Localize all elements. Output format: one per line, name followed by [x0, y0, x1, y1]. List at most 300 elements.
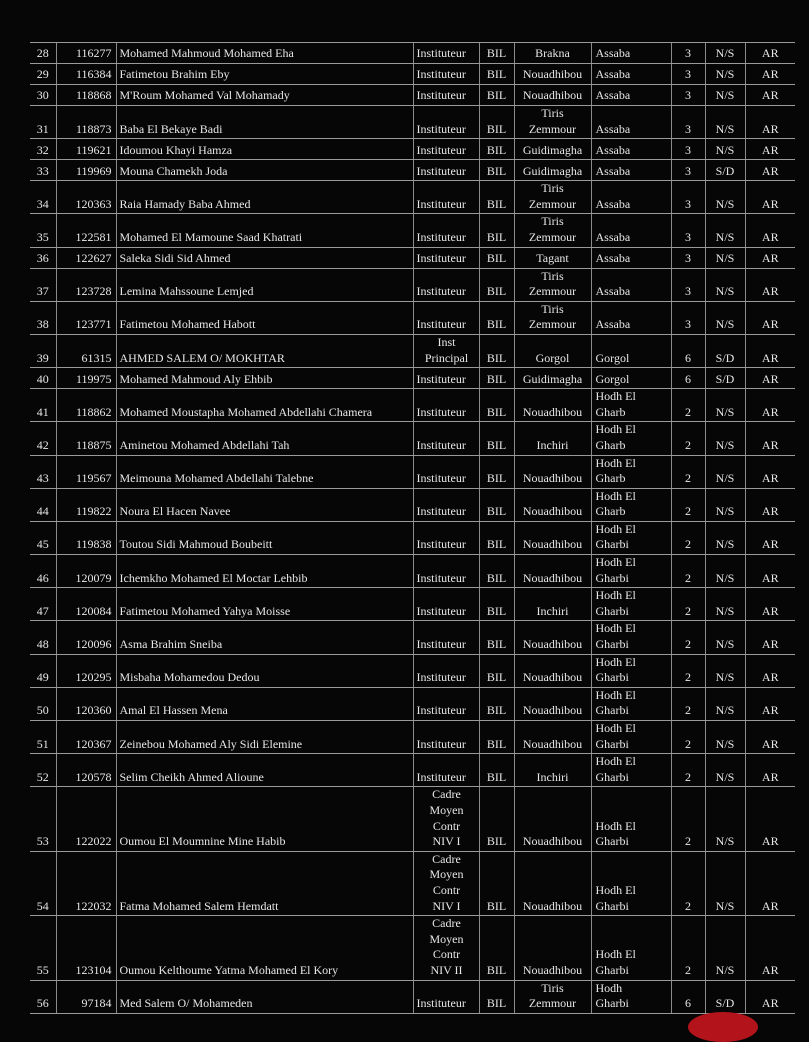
employee-name: Mohamed Mahmoud Aly Ehbib: [116, 368, 413, 389]
language: AR: [745, 139, 795, 160]
status: N/S: [705, 521, 745, 554]
language: AR: [745, 588, 795, 621]
status: N/S: [705, 687, 745, 720]
employee-function: Instituteur: [413, 555, 479, 588]
employee-id: 120360: [56, 687, 116, 720]
destination-region: Hodh El Gharbi: [591, 916, 671, 980]
employee-name: Oumou El Moumnine Mine Habib: [116, 787, 413, 851]
diploma: BIL: [479, 43, 514, 64]
language: AR: [745, 687, 795, 720]
employee-id: 119838: [56, 521, 116, 554]
diploma: BIL: [479, 980, 514, 1013]
diploma: BIL: [479, 85, 514, 106]
table-row: [30, 85, 795, 106]
employee-id: 122022: [56, 787, 116, 851]
row-number: 55: [30, 916, 56, 980]
destination-region: Assaba: [591, 85, 671, 106]
row-number: 53: [30, 787, 56, 851]
row-number: 51: [30, 721, 56, 754]
employee-function: Instituteur: [413, 721, 479, 754]
table-row: [30, 980, 795, 1013]
status: N/S: [705, 754, 745, 787]
employee-function: Instituteur: [413, 106, 479, 139]
employee-name: Idoumou Khayi Hamza: [116, 139, 413, 160]
destination-region: Hodh El Gharbi: [591, 787, 671, 851]
table-row: [30, 588, 795, 621]
employee-name: M'Roum Mohamed Val Mohamady: [116, 85, 413, 106]
language: AR: [745, 851, 795, 915]
destination-region: Hodh El Gharbi: [591, 721, 671, 754]
destination-region: Gorgol: [591, 368, 671, 389]
diploma: BIL: [479, 160, 514, 181]
diploma: BIL: [479, 687, 514, 720]
diploma: BIL: [479, 916, 514, 980]
destination-region: Hodh El Gharbi: [591, 654, 671, 687]
employee-name: Toutou Sidi Mahmoud Boubeitt: [116, 521, 413, 554]
row-number: 30: [30, 85, 56, 106]
employee-function: Instituteur: [413, 654, 479, 687]
employee-name: Selim Cheikh Ahmed Alioune: [116, 754, 413, 787]
origin-region: Nouadhibou: [514, 621, 591, 654]
status: N/S: [705, 106, 745, 139]
diploma: BIL: [479, 334, 514, 367]
origin-region: Nouadhibou: [514, 916, 591, 980]
destination-region: Hodh El Gharbi: [591, 555, 671, 588]
origin-region: Nouadhibou: [514, 85, 591, 106]
employee-id: 119621: [56, 139, 116, 160]
row-number: 40: [30, 368, 56, 389]
employee-id: 120363: [56, 181, 116, 214]
row-number: 50: [30, 687, 56, 720]
employee-id: 97184: [56, 980, 116, 1013]
employee-function: Instituteur: [413, 247, 479, 268]
language: AR: [745, 247, 795, 268]
employee-function: Instituteur: [413, 301, 479, 334]
status: N/S: [705, 721, 745, 754]
status: S/D: [705, 980, 745, 1013]
row-number: 28: [30, 43, 56, 64]
language: AR: [745, 787, 795, 851]
zone: 3: [671, 268, 705, 301]
diploma: BIL: [479, 422, 514, 455]
zone: 2: [671, 588, 705, 621]
origin-region: Tiris Zemmour: [514, 181, 591, 214]
row-number: 29: [30, 64, 56, 85]
diploma: BIL: [479, 721, 514, 754]
destination-region: Hodh El Gharbi: [591, 621, 671, 654]
table-row: [30, 687, 795, 720]
origin-region: Nouadhibou: [514, 488, 591, 521]
employee-id: 118875: [56, 422, 116, 455]
status: N/S: [705, 588, 745, 621]
row-number: 33: [30, 160, 56, 181]
origin-region: Tiris Zemmour: [514, 214, 591, 247]
diploma: BIL: [479, 455, 514, 488]
employee-id: 122032: [56, 851, 116, 915]
row-number: 36: [30, 247, 56, 268]
employee-id: 120578: [56, 754, 116, 787]
row-number: 56: [30, 980, 56, 1013]
row-number: 35: [30, 214, 56, 247]
table-row: [30, 268, 795, 301]
zone: 3: [671, 85, 705, 106]
origin-region: Tiris Zemmour: [514, 980, 591, 1013]
employee-name: Fatma Mohamed Salem Hemdatt: [116, 851, 413, 915]
employee-function: Instituteur: [413, 621, 479, 654]
origin-region: Guidimagha: [514, 139, 591, 160]
employee-function: Cadre Moyen Contr NIV I: [413, 851, 479, 915]
diploma: BIL: [479, 214, 514, 247]
origin-region: Gorgol: [514, 334, 591, 367]
table-row: [30, 368, 795, 389]
origin-region: Nouadhibou: [514, 851, 591, 915]
destination-region: Assaba: [591, 268, 671, 301]
employee-name: Asma Brahim Sneiba: [116, 621, 413, 654]
table-row: [30, 64, 795, 85]
zone: 2: [671, 521, 705, 554]
employee-name: Raia Hamady Baba Ahmed: [116, 181, 413, 214]
zone: 3: [671, 160, 705, 181]
zone: 2: [671, 721, 705, 754]
table-row: [30, 787, 795, 851]
language: AR: [745, 455, 795, 488]
row-number: 52: [30, 754, 56, 787]
language: AR: [745, 754, 795, 787]
table-body: [30, 43, 795, 1014]
table-row: [30, 721, 795, 754]
destination-region: Hodh El Gharbi: [591, 687, 671, 720]
employee-id: 119975: [56, 368, 116, 389]
zone: 3: [671, 301, 705, 334]
employee-id: 116384: [56, 64, 116, 85]
diploma: BIL: [479, 488, 514, 521]
employee-id: 116277: [56, 43, 116, 64]
employee-name: Amal El Hassen Mena: [116, 687, 413, 720]
row-number: 34: [30, 181, 56, 214]
diploma: BIL: [479, 654, 514, 687]
row-number: 42: [30, 422, 56, 455]
table-row: [30, 488, 795, 521]
employee-function: Instituteur: [413, 422, 479, 455]
diploma: BIL: [479, 139, 514, 160]
destination-region: Hodh El Gharb: [591, 422, 671, 455]
destination-region: Hodh El Gharbi: [591, 588, 671, 621]
language: AR: [745, 301, 795, 334]
row-number: 54: [30, 851, 56, 915]
zone: 2: [671, 754, 705, 787]
language: AR: [745, 488, 795, 521]
employee-name: Mohamed El Mamoune Saad Khatrati: [116, 214, 413, 247]
status: N/S: [705, 787, 745, 851]
employee-id: 119822: [56, 488, 116, 521]
status: S/D: [705, 160, 745, 181]
diploma: BIL: [479, 106, 514, 139]
diploma: BIL: [479, 389, 514, 422]
diploma: BIL: [479, 521, 514, 554]
row-number: 47: [30, 588, 56, 621]
diploma: BIL: [479, 301, 514, 334]
row-number: 41: [30, 389, 56, 422]
employee-function: Instituteur: [413, 181, 479, 214]
diploma: BIL: [479, 588, 514, 621]
status: N/S: [705, 139, 745, 160]
language: AR: [745, 64, 795, 85]
zone: 2: [671, 916, 705, 980]
employee-id: 120367: [56, 721, 116, 754]
language: AR: [745, 268, 795, 301]
employee-id: 122581: [56, 214, 116, 247]
destination-region: Hodh El Gharb: [591, 455, 671, 488]
employee-function: Instituteur: [413, 43, 479, 64]
language: AR: [745, 422, 795, 455]
origin-region: Nouadhibou: [514, 389, 591, 422]
row-number: 48: [30, 621, 56, 654]
table-row: [30, 521, 795, 554]
language: AR: [745, 916, 795, 980]
table-row: [30, 621, 795, 654]
employee-function: Instituteur: [413, 368, 479, 389]
zone: 3: [671, 106, 705, 139]
employee-function: Instituteur: [413, 488, 479, 521]
employee-function: Instituteur: [413, 268, 479, 301]
employee-name: AHMED SALEM O/ MOKHTAR: [116, 334, 413, 367]
diploma: BIL: [479, 181, 514, 214]
zone: 2: [671, 851, 705, 915]
status: N/S: [705, 247, 745, 268]
employee-name: Zeinebou Mohamed Aly Sidi Elemine: [116, 721, 413, 754]
employee-function: Instituteur: [413, 754, 479, 787]
language: AR: [745, 368, 795, 389]
diploma: BIL: [479, 555, 514, 588]
destination-region: Assaba: [591, 106, 671, 139]
employee-name: Aminetou Mohamed Abdellahi Tah: [116, 422, 413, 455]
employee-name: Fatimetou Mohamed Yahya Moisse: [116, 588, 413, 621]
origin-region: Tiris Zemmour: [514, 268, 591, 301]
diploma: BIL: [479, 247, 514, 268]
table-row: [30, 106, 795, 139]
destination-region: Hodh El Gharb: [591, 488, 671, 521]
destination-region: Assaba: [591, 64, 671, 85]
row-number: 45: [30, 521, 56, 554]
zone: 2: [671, 389, 705, 422]
employee-function: Instituteur: [413, 139, 479, 160]
table-row: [30, 916, 795, 980]
table-row: [30, 139, 795, 160]
row-number: 38: [30, 301, 56, 334]
employee-id: 123728: [56, 268, 116, 301]
employee-id: 123104: [56, 916, 116, 980]
table-row: [30, 754, 795, 787]
origin-region: Inchiri: [514, 754, 591, 787]
destination-region: Assaba: [591, 160, 671, 181]
employee-name: Fatimetou Mohamed Habott: [116, 301, 413, 334]
employee-name: Misbaha Mohamedou Dedou: [116, 654, 413, 687]
employee-name: Oumou Kelthoume Yatma Mohamed El Kory: [116, 916, 413, 980]
origin-region: Nouadhibou: [514, 64, 591, 85]
diploma: BIL: [479, 787, 514, 851]
employee-function: Instituteur: [413, 980, 479, 1013]
language: AR: [745, 389, 795, 422]
destination-region: Hodh Gharbi: [591, 980, 671, 1013]
employee-id: 118862: [56, 389, 116, 422]
row-number: 44: [30, 488, 56, 521]
origin-region: Nouadhibou: [514, 721, 591, 754]
status: N/S: [705, 455, 745, 488]
employee-name: Lemina Mahssoune Lemjed: [116, 268, 413, 301]
table-row: [30, 160, 795, 181]
destination-region: Hodh El Gharbi: [591, 521, 671, 554]
language: AR: [745, 334, 795, 367]
employee-name: Noura El Hacen Navee: [116, 488, 413, 521]
diploma: BIL: [479, 368, 514, 389]
table-row: [30, 43, 795, 64]
origin-region: Nouadhibou: [514, 455, 591, 488]
status: S/D: [705, 334, 745, 367]
zone: 3: [671, 214, 705, 247]
diploma: BIL: [479, 621, 514, 654]
status: N/S: [705, 916, 745, 980]
employee-id: 123771: [56, 301, 116, 334]
origin-region: Nouadhibou: [514, 687, 591, 720]
language: AR: [745, 521, 795, 554]
destination-region: Hodh El Gharbi: [591, 754, 671, 787]
row-number: 37: [30, 268, 56, 301]
destination-region: Assaba: [591, 247, 671, 268]
status: N/S: [705, 851, 745, 915]
zone: 2: [671, 555, 705, 588]
language: AR: [745, 85, 795, 106]
table-row: [30, 455, 795, 488]
employee-name: Fatimetou Brahim Eby: [116, 64, 413, 85]
employee-id: 120079: [56, 555, 116, 588]
zone: 2: [671, 455, 705, 488]
status: N/S: [705, 214, 745, 247]
status: S/D: [705, 368, 745, 389]
table-row: [30, 389, 795, 422]
language: AR: [745, 621, 795, 654]
destination-region: Assaba: [591, 214, 671, 247]
origin-region: Guidimagha: [514, 160, 591, 181]
employee-function: Instituteur: [413, 160, 479, 181]
destination-region: Assaba: [591, 301, 671, 334]
origin-region: Tagant: [514, 247, 591, 268]
zone: 6: [671, 368, 705, 389]
origin-region: Inchiri: [514, 422, 591, 455]
table-row: [30, 851, 795, 915]
employee-id: 120084: [56, 588, 116, 621]
employee-name: Mohamed Mahmoud Mohamed Eha: [116, 43, 413, 64]
origin-region: Brakna: [514, 43, 591, 64]
employee-id: 122627: [56, 247, 116, 268]
zone: 2: [671, 687, 705, 720]
employee-function: Instituteur: [413, 455, 479, 488]
zone: 2: [671, 621, 705, 654]
language: AR: [745, 555, 795, 588]
table-row: [30, 214, 795, 247]
employee-id: 120295: [56, 654, 116, 687]
language: AR: [745, 654, 795, 687]
assignment-table: [30, 42, 795, 1014]
diploma: BIL: [479, 268, 514, 301]
origin-region: Inchiri: [514, 588, 591, 621]
zone: 3: [671, 247, 705, 268]
employee-name: Meimouna Mohamed Abdellahi Talebne: [116, 455, 413, 488]
origin-region: Nouadhibou: [514, 654, 591, 687]
employee-function: Instituteur: [413, 588, 479, 621]
table-row: [30, 301, 795, 334]
zone: 3: [671, 139, 705, 160]
origin-region: Nouadhibou: [514, 787, 591, 851]
employee-function: Instituteur: [413, 521, 479, 554]
diploma: BIL: [479, 851, 514, 915]
employee-id: 118868: [56, 85, 116, 106]
employee-name: Baba El Bekaye Badi: [116, 106, 413, 139]
destination-region: Gorgol: [591, 334, 671, 367]
status: N/S: [705, 422, 745, 455]
table-row: [30, 181, 795, 214]
employee-function: Cadre Moyen Contr NIV I: [413, 787, 479, 851]
language: AR: [745, 214, 795, 247]
zone: 2: [671, 422, 705, 455]
table-row: [30, 654, 795, 687]
language: AR: [745, 181, 795, 214]
employee-function: Inst Principal: [413, 334, 479, 367]
employee-function: Cadre Moyen Contr NIV II: [413, 916, 479, 980]
status: N/S: [705, 268, 745, 301]
zone: 2: [671, 787, 705, 851]
status: N/S: [705, 654, 745, 687]
zone: 3: [671, 43, 705, 64]
destination-region: Assaba: [591, 139, 671, 160]
zone: 3: [671, 64, 705, 85]
employee-function: Instituteur: [413, 687, 479, 720]
row-number: 49: [30, 654, 56, 687]
zone: 2: [671, 488, 705, 521]
table-row: [30, 422, 795, 455]
table-row: [30, 555, 795, 588]
status: N/S: [705, 555, 745, 588]
diploma: BIL: [479, 64, 514, 85]
table-row: [30, 334, 795, 367]
origin-region: Guidimagha: [514, 368, 591, 389]
status: N/S: [705, 181, 745, 214]
origin-region: Tiris Zemmour: [514, 106, 591, 139]
row-number: 31: [30, 106, 56, 139]
status: N/S: [705, 621, 745, 654]
destination-region: Assaba: [591, 43, 671, 64]
language: AR: [745, 106, 795, 139]
origin-region: Nouadhibou: [514, 521, 591, 554]
language: AR: [745, 721, 795, 754]
employee-id: 120096: [56, 621, 116, 654]
zone: 2: [671, 654, 705, 687]
destination-region: Hodh El Gharbi: [591, 851, 671, 915]
employee-name: Mohamed Moustapha Mohamed Abdellahi Chamera: [116, 389, 413, 422]
employee-id: 61315: [56, 334, 116, 367]
language: AR: [745, 980, 795, 1013]
status: N/S: [705, 64, 745, 85]
zone: 3: [671, 181, 705, 214]
origin-region: Tiris Zemmour: [514, 301, 591, 334]
employee-id: 119969: [56, 160, 116, 181]
destination-region: Assaba: [591, 181, 671, 214]
employee-name: Ichemkho Mohamed El Moctar Lehbib: [116, 555, 413, 588]
destination-region: Hodh El Gharb: [591, 389, 671, 422]
employee-function: Instituteur: [413, 85, 479, 106]
employee-function: Instituteur: [413, 214, 479, 247]
employee-id: 118873: [56, 106, 116, 139]
row-number: 32: [30, 139, 56, 160]
